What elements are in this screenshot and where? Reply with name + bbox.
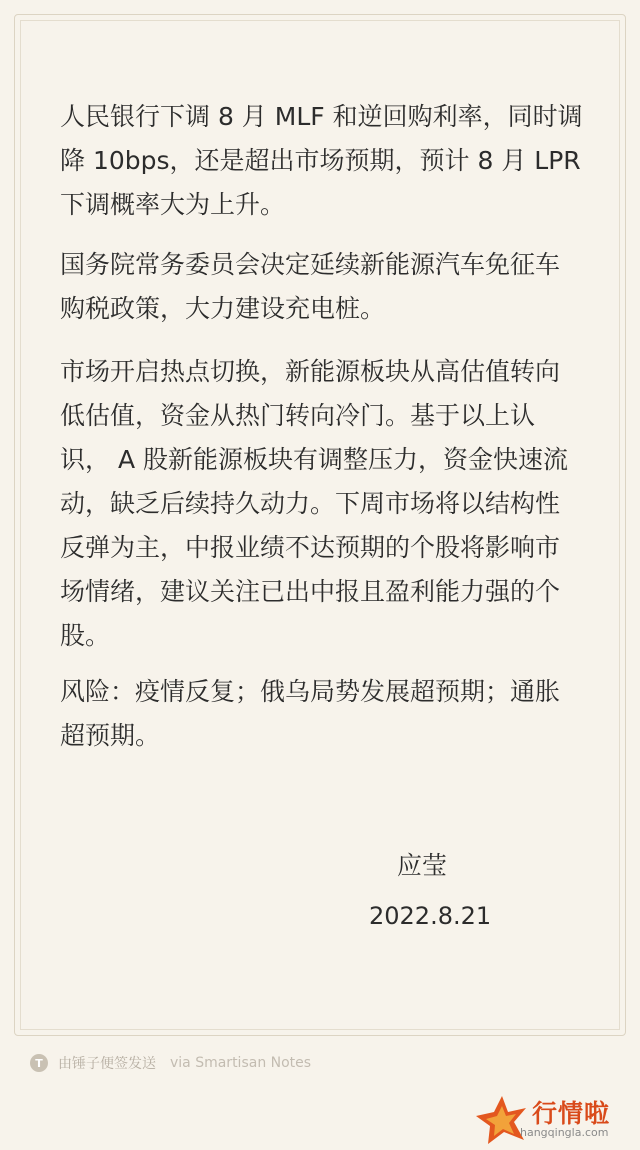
via-label: via Smartisan Notes — [170, 1055, 312, 1071]
footer — [30, 1052, 311, 1074]
paragraph-risk: 风险：疫情反复；俄乌局势发展超预期；通胀 超预期。 — [60, 677, 561, 750]
watermark-url: hangqingla.com — [520, 1126, 609, 1139]
watermark-text: 行情啦 — [532, 1099, 611, 1128]
smartisan-t-icon: T — [30, 1054, 48, 1072]
signature-name: 应莹 — [397, 851, 448, 880]
sent-by-label: 由锤子便签发送 — [58, 1056, 156, 1072]
paragraph-market-outlook: 市场开启热点切换，新能源板块从高估值转向 低估值，资金从热门转向冷门。基于以上认 识， A 股新能源板块有调整压力，资金快速流 动，缺乏后续持久动力。下周市场将以结构性 反弹为主，中报业绩不达预期的个股将影响市 场情绪，建议关注已出中报且盈利能力强的个 股。 — [60, 357, 568, 650]
paragraph-mlf: 人民银行下调 8 月 MLF 和逆回购利率，同时调 降 10bps，还是超出市场预期，预计 8 月 LPR 下调概率大为上升。 — [60, 102, 583, 219]
signature-date: 2022.8.21 — [369, 902, 492, 930]
paragraph-state-council: 国务院常务委员会决定延续新能源汽车免征车 购税政策，大力建设充电桩。 — [60, 250, 561, 323]
watermark — [470, 1090, 640, 1150]
